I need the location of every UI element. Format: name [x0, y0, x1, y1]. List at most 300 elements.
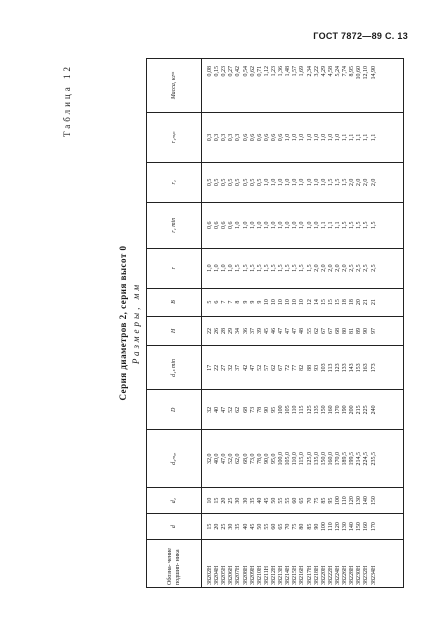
table-cell: 21 [370, 299, 377, 306]
table-cell: 1,5 [263, 264, 270, 272]
table-cell: 214,5 [356, 451, 363, 466]
table-cell: 130 [356, 496, 363, 506]
table-cell: 1,0 [249, 221, 256, 229]
table-cell: 46 [270, 328, 277, 334]
table-subtitle: Размеры, мм [131, 281, 141, 365]
table-cell: 1,5 [299, 264, 306, 272]
table-cell: 38215Н [292, 565, 299, 585]
table-cell: 35 [235, 523, 242, 530]
table-cell: 1,5 [349, 221, 356, 229]
rotated-table-block [54, 58, 404, 588]
table-cell: 30 [228, 523, 235, 530]
table-cell: 68,0 [242, 453, 249, 464]
table-cell: 65 [299, 497, 306, 504]
table-cell: 1,0 [334, 133, 341, 142]
table-cell: 150 [320, 405, 327, 415]
table-cell: 47 [249, 364, 256, 371]
table-cell: 25 [228, 497, 235, 504]
table-cell: 20 [356, 299, 363, 306]
table-cell: 135,0 [313, 451, 320, 466]
column-header: d₂ [147, 488, 202, 514]
table-cell: 2,34 [306, 66, 313, 77]
table-cell: 1,1 [334, 221, 341, 229]
table-cell: 1,23 [270, 66, 277, 77]
table-cell: 67 [320, 328, 327, 334]
column-values [202, 162, 404, 202]
table-cell: 48 [299, 328, 306, 334]
table-cell: 1,0 [263, 178, 270, 187]
column-header: H [147, 316, 202, 346]
column-header: r₁ min [147, 202, 202, 248]
table-cell: 240 [370, 405, 377, 415]
table-cell: 115,0 [299, 452, 306, 466]
table-cell: 38204Н [214, 565, 221, 585]
table-cell: 2,0 [363, 178, 370, 187]
table-cell: 1,0 [270, 178, 277, 187]
table-cell: 2,0 [370, 178, 377, 187]
table-cell: 55 [285, 497, 292, 504]
table-body-row [202, 59, 404, 588]
table-cell: 1,69 [299, 66, 306, 77]
table-cell: 47 [292, 328, 299, 334]
table-cell: 40 [256, 497, 263, 504]
table-cell: 173 [370, 363, 377, 373]
table-cell: 95,0 [270, 453, 277, 464]
table-cell: 120 [349, 496, 356, 506]
table-cell: 1,0 [299, 133, 306, 142]
table-cell: 35 [249, 497, 256, 504]
table-cell: 1,0 [221, 264, 228, 272]
table-cell: 110 [342, 496, 349, 506]
table-cell: 0,6 [249, 133, 256, 142]
table-cell: 90,0 [263, 453, 270, 464]
table-cell: 7 [221, 300, 228, 304]
table-cell: 1,1 [349, 133, 356, 142]
table-cell: 32 [207, 406, 213, 413]
table-cell: 1,1 [356, 133, 363, 142]
table-cell: 28 [221, 328, 228, 334]
table-cell: 0,23 [221, 66, 228, 77]
table-cell: 4,29 [320, 66, 327, 77]
table-cell: 0,6 [221, 221, 228, 229]
column-values [202, 59, 404, 113]
table-cell: 1,0 [278, 221, 285, 229]
table-cell: 10 [299, 299, 306, 306]
table-cell: 1,0 [306, 221, 313, 229]
table-cell: 26 [214, 328, 221, 334]
table-cell: 1,0 [306, 133, 313, 142]
table-cell: 1,0 [292, 178, 299, 187]
table-cell: 163 [363, 363, 370, 373]
table-cell: 1,0 [320, 178, 327, 187]
table-cell: 38205Н [221, 565, 228, 585]
table-cell: 27 [221, 364, 228, 371]
table-cell: 36 [242, 328, 249, 334]
table-cell: 25 [221, 523, 228, 530]
table-cell: 113 [327, 363, 334, 373]
table-cell: 1,5 [270, 264, 277, 272]
table-cell: 4,58 [327, 66, 334, 77]
column-values [202, 488, 404, 514]
column-values [202, 202, 404, 248]
page-header: ГОСТ 7872—89 С. 13 [313, 31, 408, 41]
table-cell: 100,0 [278, 451, 285, 466]
table-cell: 20 [221, 497, 228, 504]
column-header: B [147, 288, 202, 316]
table-cell: 1,0 [263, 221, 270, 229]
table-cell: 0,3 [207, 133, 213, 142]
table-cell: 2,0 [356, 178, 363, 187]
table-cell: 15 [334, 299, 341, 306]
table-cell: 160 [327, 405, 334, 415]
table-cell: 5,24 [334, 66, 341, 77]
table-cell: 14 [313, 299, 320, 306]
table-cell: 1,0 [327, 133, 334, 142]
column-values [202, 248, 404, 288]
table-cell: 47,0 [221, 453, 228, 464]
table-cell: 0,5 [221, 178, 228, 187]
column-values [202, 514, 404, 540]
table-cell: 10 [270, 299, 277, 306]
table-cell: 200 [349, 405, 356, 415]
table-cell: 15 [207, 523, 213, 530]
table-cell: 40,0 [214, 453, 221, 464]
table-cell: 67 [278, 364, 285, 371]
table-cell: 38226Н [342, 565, 349, 585]
table-cell: 90 [313, 523, 320, 530]
table-cell: 1,5 [327, 178, 334, 187]
table-cell: 22 [207, 328, 213, 334]
table-cell: 62,0 [235, 453, 242, 464]
table-cell: 78,0 [256, 453, 263, 464]
table-cell: 199,5 [349, 451, 356, 466]
table-cell: 38232Н [363, 565, 370, 585]
table-cell: 85 [320, 497, 327, 504]
table-cell: 120 [334, 522, 341, 532]
table-cell: 18 [342, 299, 349, 306]
table-cell: 130 [342, 522, 349, 532]
table-cell: 0,3 [221, 133, 228, 142]
table-cell: 17 [207, 364, 213, 371]
table-cell: 50 [256, 523, 263, 530]
table-cell: 12 [306, 299, 313, 306]
table-cell: 135 [313, 405, 320, 415]
table-cell: 95 [327, 497, 334, 504]
table-cell: 38228Н [349, 565, 356, 585]
table-cell: 2,0 [349, 178, 356, 187]
table-cell: 9 [256, 300, 263, 304]
table-cell: 189,5 [342, 451, 349, 466]
table-cell: 73 [249, 406, 256, 413]
table-number: Таблица 12 [62, 64, 72, 137]
table-cell: 90 [263, 406, 270, 413]
table-cell: 38234Н [370, 565, 377, 585]
table-cell: 22 [214, 364, 221, 371]
table-cell: 10,60 [356, 66, 363, 80]
column-header: r [147, 248, 202, 288]
table-cell: 38210Н [256, 565, 263, 585]
table-cell: 1,1 [342, 133, 349, 142]
table-cell: 143 [349, 363, 356, 373]
column-values [202, 430, 404, 488]
table-cell: 1,48 [285, 66, 292, 77]
table-cell: 105 [285, 405, 292, 415]
table-cell: 32,0 [207, 453, 213, 464]
table-cell: 52,0 [228, 453, 235, 464]
table-cell: 1,5 [256, 264, 263, 272]
table-cell: 2,0 [320, 264, 327, 272]
table-cell: 30 [235, 497, 242, 504]
table-cell: 0,5 [256, 178, 263, 187]
table-cell: 15 [320, 299, 327, 306]
table-cell: 133 [342, 363, 349, 373]
table-cell: 0,5 [235, 178, 242, 187]
table-cell: 215 [356, 405, 363, 415]
table-cell: 10 [285, 299, 292, 306]
column-values [202, 316, 404, 346]
table-cell: 1,5 [242, 264, 249, 272]
table-cell: 2,0 [334, 264, 341, 272]
table-cell: 82 [299, 364, 306, 371]
table-cell: 1,5 [363, 221, 370, 229]
table-cell: 0,42 [235, 66, 242, 77]
table-cell: 8 [235, 300, 242, 304]
table-cell: 78 [256, 406, 263, 413]
table-cell: 75 [313, 497, 320, 504]
table-cell: 39 [256, 328, 263, 334]
table-cell: 38220Н [320, 565, 327, 585]
table-cell: 1,0 [270, 221, 277, 229]
table-cell: 38230Н [356, 565, 363, 585]
table-cell: 0,5 [207, 178, 213, 187]
table-cell: 1,5 [278, 264, 285, 272]
table-cell: 73,0 [249, 453, 256, 464]
table-cell: 70 [306, 497, 313, 504]
table-cell: 1,5 [292, 264, 299, 272]
table-cell: 1,1 [370, 133, 377, 142]
table-cell: 0,3 [235, 133, 242, 142]
table-cell: 1,1 [320, 221, 327, 229]
column-header: r₁ₘᵢₙ [147, 112, 202, 162]
table-cell: 60 [270, 523, 277, 530]
table-cell: 0,6 [214, 221, 221, 229]
table-cell: 1,1 [327, 221, 334, 229]
table-cell: 1,0 [242, 221, 249, 229]
table-cell: 2,0 [327, 264, 334, 272]
table-cell: 100 [320, 522, 327, 532]
table-cell: 1,36 [278, 66, 285, 77]
table-cell: 12,10 [363, 66, 370, 80]
table-cell: 68 [334, 328, 341, 334]
table-cell: 225 [363, 405, 370, 415]
table-cell: 20 [214, 523, 221, 530]
table-cell: 85 [306, 523, 313, 530]
table-cell: 8,95 [349, 66, 356, 77]
table-cell: 80 [299, 523, 306, 530]
table-cell: 62 [313, 328, 320, 334]
table-cell: 1,5 [334, 178, 341, 187]
table-cell: 0,54 [242, 66, 249, 77]
table-cell: 40 [214, 406, 221, 413]
table-cell: 110,0 [292, 452, 299, 466]
table-cell: 1,0 [292, 221, 299, 229]
table-cell: 38224Н [334, 565, 341, 585]
table-cell: 0,71 [256, 66, 263, 77]
table-cell: 140 [349, 522, 356, 532]
table-cell: 235,5 [370, 451, 377, 466]
table-cell: 38214Н [285, 565, 292, 585]
table-cell: 100 [278, 405, 285, 415]
table-cell: 77 [292, 364, 299, 371]
table-cell: 90 [363, 328, 370, 334]
table-cell: 80 [342, 328, 349, 334]
table-cell: 115 [299, 405, 306, 415]
table-cell: 0,6 [256, 133, 263, 142]
column-header: d [147, 514, 202, 540]
table-cell: 70 [285, 523, 292, 530]
table-cell: 1,0 [235, 221, 242, 229]
table-cell: 150 [370, 496, 377, 506]
table-cell: 1,0 [278, 178, 285, 187]
table-cell: 38216Н [299, 565, 306, 585]
table-cell: 15 [214, 497, 221, 504]
table-cell: 62 [270, 364, 277, 371]
table-title: Серия диаметров 2, серия высот 0 [118, 245, 128, 401]
table-cell: 45 [249, 523, 256, 530]
table-cell: 38207Н [235, 565, 242, 585]
table-cell: 9 [242, 300, 249, 304]
table-cell: 6 [214, 300, 221, 304]
table-cell: 0,5 [228, 178, 235, 187]
column-header: D [147, 390, 202, 430]
table-cell: 47 [285, 328, 292, 334]
table-cell: 1,0 [313, 133, 320, 142]
table-cell: 0,6 [263, 133, 270, 142]
table-cell: 9 [249, 300, 256, 304]
table-cell: 38208Н [242, 565, 249, 585]
table-cell: 0,6 [228, 221, 235, 229]
table-cell: 95 [270, 406, 277, 413]
table-cell: 153 [356, 363, 363, 373]
table-cell: 38211Н [263, 565, 270, 585]
table-cell: 38212Н [270, 565, 277, 585]
table-cell: 1,5 [249, 264, 256, 272]
table-cell: 100 [334, 496, 341, 506]
table-cell: 97 [370, 328, 377, 334]
table-cell: 1,5 [235, 264, 242, 272]
table-cell: 7,74 [342, 66, 349, 77]
table-cell: 38202Н [207, 565, 213, 585]
table-cell: 1,0 [299, 178, 306, 187]
table-cell: 140 [363, 496, 370, 506]
table-cell: 160,0 [327, 451, 334, 466]
table-cell: 170 [370, 522, 377, 532]
table-cell: 0,5 [242, 178, 249, 187]
table-cell: 18 [349, 299, 356, 306]
table-cell: 3,22 [313, 66, 320, 77]
table-cell: 37 [249, 328, 256, 334]
table-cell: 0,5 [249, 178, 256, 187]
table-cell: 62 [235, 406, 242, 413]
table-cell: 0,62 [249, 66, 256, 77]
table-cell: 1,0 [285, 221, 292, 229]
table-cell: 55 [306, 328, 313, 334]
table-cell: 110 [292, 405, 299, 415]
table-cell: 2,5 [356, 264, 363, 272]
table-cell: 0,5 [214, 178, 221, 187]
table-cell: 160 [363, 522, 370, 532]
table-cell: 65 [278, 523, 285, 530]
table-cell: 81 [349, 328, 356, 334]
table-cell: 103 [320, 363, 327, 373]
table-cell: 1,0 [292, 133, 299, 142]
table-cell: 1,5 [342, 178, 349, 187]
table-cell: 125,0 [306, 451, 313, 466]
table-cell: 0,3 [228, 133, 235, 142]
table-cell: 0,27 [228, 66, 235, 77]
column-header: d₃ₘₐₓ [147, 430, 202, 488]
table-cell: 1,1 [363, 133, 370, 142]
table-cell: 150,0 [320, 451, 327, 466]
table-cell: 110 [327, 522, 334, 531]
table-cell: 42 [242, 364, 249, 371]
table-cell: 14,90 [370, 66, 377, 80]
table-cell: 38217Н [306, 565, 313, 585]
table-cell: 38206Н [228, 565, 235, 585]
table-cell: 67 [327, 328, 334, 334]
table-cell: 2,0 [342, 264, 349, 272]
table-cell: 55 [278, 497, 285, 504]
table-cell: 1,57 [292, 66, 299, 77]
table-cell: 1,12 [263, 66, 270, 77]
table-cell: 50 [270, 497, 277, 504]
table-cell: 170,0 [334, 451, 341, 466]
table-cell: 1,5 [370, 221, 377, 229]
table-cell: 88 [306, 364, 313, 371]
table-cell: 1,0 [285, 133, 292, 142]
table-cell: 93 [313, 364, 320, 371]
table-cell: 190 [342, 405, 349, 415]
column-header: r₁ [147, 162, 202, 202]
table-cell: 29 [228, 328, 235, 334]
table-cell: 89 [356, 328, 363, 334]
column-header: Обозна- чение подшип- ника [147, 540, 202, 588]
table-cell: 5 [207, 300, 213, 304]
table-cell: 0,6 [278, 133, 285, 142]
table-cell: 2,5 [363, 264, 370, 272]
bearing-table [146, 58, 404, 588]
table-cell: 1,5 [356, 221, 363, 229]
table-cell: 1,0 [299, 221, 306, 229]
table-cell: 0,6 [207, 221, 213, 229]
table-cell: 0,15 [214, 66, 221, 77]
table-cell: 72 [285, 364, 292, 371]
table-cell: 32 [228, 364, 235, 371]
table-cell: 1,0 [214, 264, 221, 272]
column-values [202, 346, 404, 390]
table-cell: 1,5 [285, 264, 292, 272]
table-cell: 10 [207, 497, 213, 504]
column-values [202, 288, 404, 316]
table-cell: 75 [292, 523, 299, 530]
table-cell: 1,0 [313, 178, 320, 187]
table-cell: 37 [235, 364, 242, 371]
table-cell: 105,0 [285, 451, 292, 466]
table-cell: 34 [235, 328, 242, 334]
table-cell: 52 [228, 406, 235, 413]
table-cell: 57 [263, 364, 270, 371]
table-cell: 1,0 [313, 221, 320, 229]
